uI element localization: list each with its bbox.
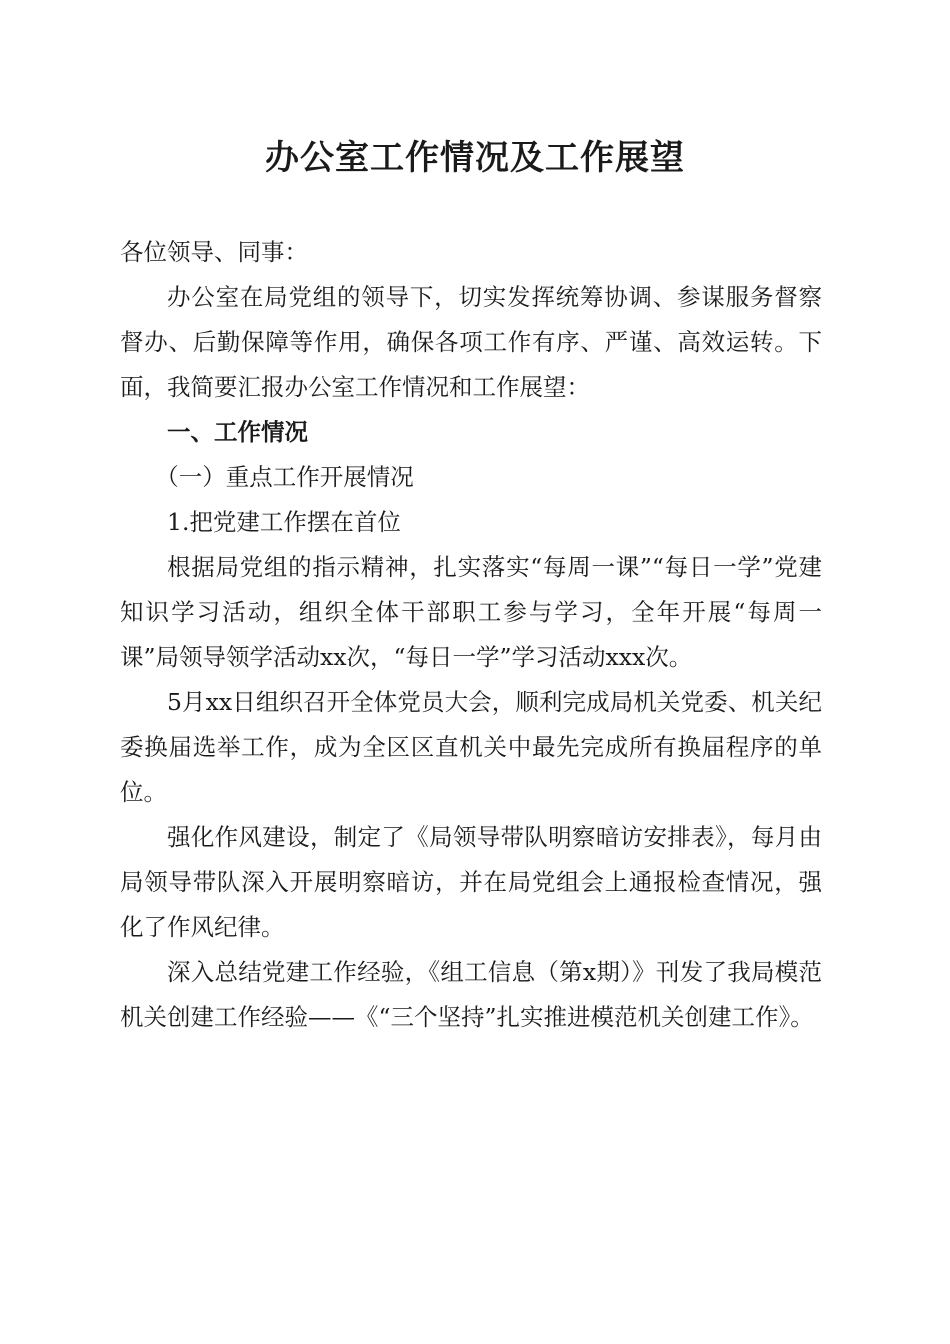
paragraph-work-style: 强化作风建设，制定了《局领导带队明察暗访安排表》，每月由局领导带队深入开展明察暗访，并在局党组会上通报检查情况，强化了作风纪律。	[120, 823, 822, 941]
item-heading-party-building: 1.把党建工作摆在首位	[167, 508, 401, 536]
section-heading-work-status: 一、工作情况	[167, 418, 308, 446]
greeting-line: 各位领导、同事：	[120, 238, 308, 266]
subsection-heading-key-work: （一）重点工作开展情况	[155, 463, 414, 491]
paragraph-election: 5月xx日组织召开全体党员大会，顺利完成局机关党委、机关纪委换届选举工作，成为全区区直机关中最先完成所有换届程序的单位。	[120, 688, 822, 806]
paragraph-experience-summary: 深入总结党建工作经验，《组工信息（第x期）》刊发了我局模范机关创建工作经验——《“三个坚持”扎实推进模范机关创建工作》。	[120, 958, 822, 1031]
intro-paragraph: 办公室在局党组的领导下，切实发挥统筹协调、参谋服务督察督办、后勤保障等作用，确保各项工作有序、严谨、高效运转。下面，我简要汇报办公室工作情况和工作展望：	[120, 283, 822, 401]
paragraph-study-activities: 根据局党组的指示精神，扎实落实“每周一课”“每日一学”党建知识学习活动，组织全体干部职工参与学习，全年开展“每周一课”局领导领学活动xx次，“每日一学”学习活动xxx次。	[120, 553, 822, 671]
document-title: 办公室工作情况及工作展望	[265, 138, 685, 178]
document-body	[120, 230, 822, 1040]
